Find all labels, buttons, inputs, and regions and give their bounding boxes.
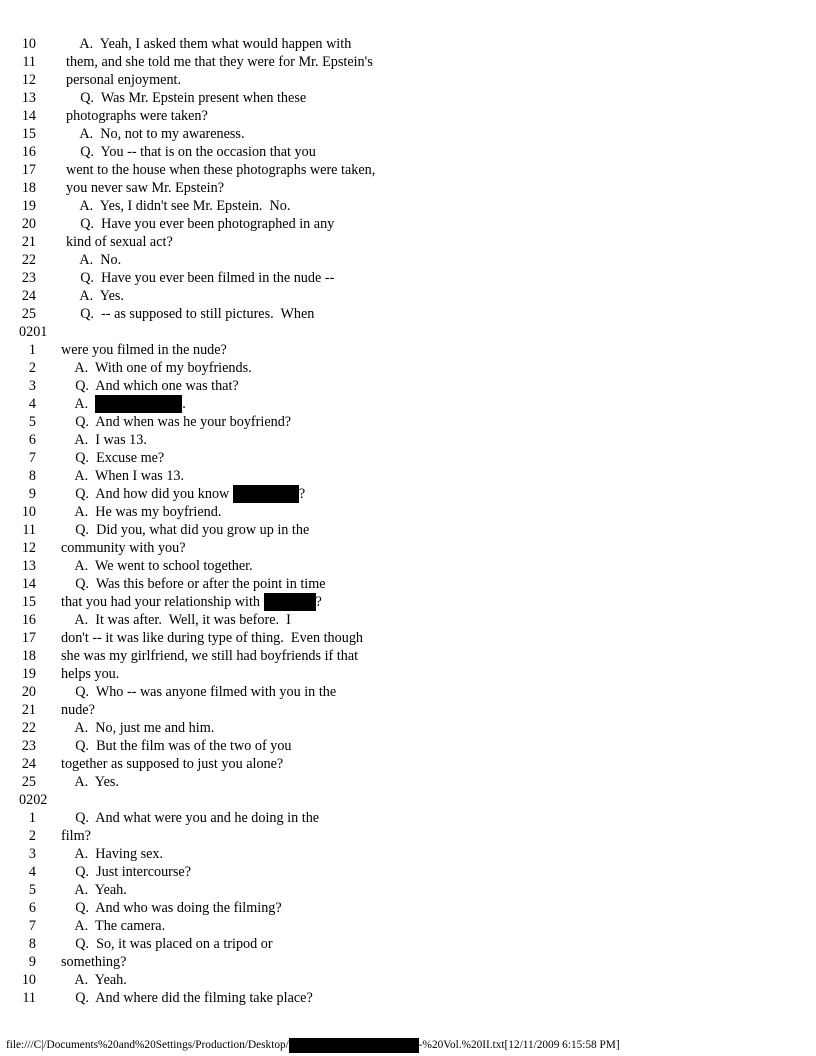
transcript-line <box>0 881 816 899</box>
line-number: 2 <box>28 828 36 844</box>
line-number: 6 <box>28 432 36 448</box>
line-text-content: don't -- it was like during type of thing. Even though <box>61 630 364 646</box>
line-text-content: Q. But the film was of the two of you <box>61 738 292 754</box>
transcript-line <box>0 395 816 413</box>
transcript-line <box>0 935 816 953</box>
line-text-content: A. <box>61 396 96 412</box>
transcript-line <box>0 953 816 971</box>
line-text-content: A. Yes, I didn't see Mr. Epstein. No. <box>66 198 291 214</box>
transcript-line <box>0 305 816 323</box>
line-text-content: something? <box>61 954 127 970</box>
line-text-content: were you filmed in the nude? <box>61 342 227 358</box>
line-text <box>61 503 221 521</box>
line-text-content: film? <box>61 828 91 844</box>
line-text-content: A. Yes. <box>61 774 119 790</box>
line-text <box>61 665 119 683</box>
line-text-content: A. Having sex. <box>61 846 164 862</box>
line-text <box>61 575 326 593</box>
line-text <box>61 629 363 647</box>
line-text-content: A. Yeah. <box>61 882 127 898</box>
transcript-line <box>0 989 816 1007</box>
line-number: 22 <box>21 720 36 736</box>
line-number: 20 <box>21 684 36 700</box>
line-text <box>61 953 126 971</box>
transcript-line <box>0 377 816 395</box>
transcript-line <box>0 179 816 197</box>
line-text-content: went to the house when these photographs were taken, <box>66 162 376 178</box>
line-text-after-redaction: . <box>182 396 186 412</box>
line-text <box>61 521 309 539</box>
transcript-line <box>0 755 816 773</box>
line-number: 14 <box>21 108 36 124</box>
line-text <box>61 431 147 449</box>
transcript-line <box>0 107 816 125</box>
line-number: 25 <box>21 774 36 790</box>
line-text <box>66 143 316 161</box>
line-number: 16 <box>21 144 36 160</box>
line-number: 4 <box>28 396 36 412</box>
line-number: 2 <box>28 360 36 376</box>
line-text-content: Q. -- as supposed to still pictures. When <box>66 306 315 322</box>
line-text-content: Q. Was Mr. Epstein present when these <box>66 90 307 106</box>
line-text <box>66 89 306 107</box>
line-number: 25 <box>21 306 36 322</box>
line-number: 18 <box>21 180 36 196</box>
line-text <box>66 125 245 143</box>
line-number: 17 <box>21 162 36 178</box>
line-number: 19 <box>21 666 36 682</box>
line-number: 10 <box>21 36 36 52</box>
line-number: 5 <box>28 414 36 430</box>
transcript-line <box>0 539 816 557</box>
transcript-line <box>0 287 816 305</box>
line-number: 10 <box>21 972 36 988</box>
page-number <box>0 791 816 809</box>
transcript-line <box>0 269 816 287</box>
line-text <box>61 755 283 773</box>
line-text <box>66 179 224 197</box>
transcript-line <box>0 611 816 629</box>
line-text <box>66 305 314 323</box>
line-text-content: Q. So, it was placed on a tripod or <box>61 936 273 952</box>
line-number: 10 <box>21 504 36 520</box>
line-text <box>61 773 119 791</box>
transcript-line <box>0 143 816 161</box>
line-text <box>61 935 273 953</box>
line-text <box>61 485 305 503</box>
line-text <box>66 35 351 53</box>
line-number: 23 <box>21 270 36 286</box>
line-text <box>61 701 95 719</box>
line-number: 3 <box>28 378 36 394</box>
transcript-line <box>0 665 816 683</box>
line-text <box>61 917 165 935</box>
line-text-content: Q. Did you, what did you grow up in the <box>61 522 310 538</box>
line-text <box>61 611 291 629</box>
line-text <box>61 341 227 359</box>
line-number: 7 <box>28 918 36 934</box>
line-number: 7 <box>28 450 36 466</box>
line-text <box>61 467 184 485</box>
transcript-line <box>0 971 816 989</box>
transcript-line <box>0 35 816 53</box>
line-number: 11 <box>22 990 36 1006</box>
transcript-line <box>0 431 816 449</box>
line-text <box>61 719 214 737</box>
footer-path-prefix: file:///C|/Documents%20and%20Settings/Production/Desktop/ <box>6 1039 289 1051</box>
transcript-line <box>0 53 816 71</box>
transcript-line <box>0 449 816 467</box>
line-number: 21 <box>21 234 36 250</box>
transcript-page <box>0 35 816 1007</box>
page-number-label: 0202 <box>19 792 48 808</box>
page-number-label: 0201 <box>19 324 48 340</box>
line-text-content: A. No. <box>66 252 122 268</box>
line-text-content: community with you? <box>61 540 186 556</box>
line-text <box>66 161 375 179</box>
line-text <box>61 449 164 467</box>
line-text <box>61 395 186 413</box>
line-text <box>61 845 163 863</box>
line-text <box>61 359 252 377</box>
line-text <box>66 197 290 215</box>
line-text-content: A. With one of my boyfriends. <box>61 360 252 376</box>
line-text-content: A. Yeah, I asked them what would happen with <box>66 36 352 52</box>
line-text-content: Q. And what were you and he doing in the <box>61 810 320 826</box>
line-text <box>66 215 334 233</box>
line-number: 24 <box>21 288 36 304</box>
transcript-line <box>0 593 816 611</box>
line-text-content: photographs were taken? <box>66 108 208 124</box>
line-text <box>61 593 322 611</box>
line-text-content: Q. Was this before or after the point in time <box>61 576 326 592</box>
line-text <box>66 287 124 305</box>
line-text <box>61 971 127 989</box>
line-text-content: you never saw Mr. Epstein? <box>66 180 224 196</box>
line-text-content: she was my girlfriend, we still had boyfriends if that <box>61 648 359 664</box>
transcript-line <box>0 557 816 575</box>
line-text-content: A. Yes. <box>66 288 124 304</box>
line-text-content: A. The camera. <box>61 918 166 934</box>
line-text-content: A. No, just me and him. <box>61 720 215 736</box>
line-number: 9 <box>28 954 36 970</box>
line-text-after-redaction: ? <box>298 486 306 502</box>
line-text-content: Q. And when was he your boyfriend? <box>61 414 292 430</box>
transcript-line <box>0 359 816 377</box>
line-text-content: A. Yeah. <box>61 972 127 988</box>
line-text-content: A. No, not to my awareness. <box>66 126 245 142</box>
transcript-line <box>0 701 816 719</box>
transcript-line <box>0 647 816 665</box>
transcript-line <box>0 737 816 755</box>
line-text <box>61 737 292 755</box>
line-number: 21 <box>21 702 36 718</box>
line-number: 6 <box>28 900 36 916</box>
line-text <box>61 899 282 917</box>
line-text-content: Q. Have you ever been photographed in any <box>66 216 335 232</box>
line-text-content: A. We went to school together. <box>61 558 253 574</box>
transcript-line <box>0 575 816 593</box>
line-number: 8 <box>28 936 36 952</box>
transcript-line <box>0 341 816 359</box>
transcript-line <box>0 719 816 737</box>
transcript-line <box>0 71 816 89</box>
line-number: 12 <box>21 540 36 556</box>
line-text <box>66 71 181 89</box>
line-text-content: them, and she told me that they were for Mr. Epstein's <box>66 54 373 70</box>
transcript-line <box>0 683 816 701</box>
line-text-content: Q. And which one was that? <box>61 378 239 394</box>
line-text-content: Q. Just intercourse? <box>61 864 192 880</box>
line-text-content: A. It was after. Well, it was before. I <box>61 612 291 628</box>
line-number: 24 <box>21 756 36 772</box>
line-number: 23 <box>21 738 36 754</box>
line-number: 13 <box>21 558 36 574</box>
line-number: 13 <box>21 90 36 106</box>
line-text <box>61 863 191 881</box>
line-text-content: that you had your relationship with <box>61 594 264 610</box>
page-number <box>0 323 816 341</box>
line-text-content: personal enjoyment. <box>66 72 182 88</box>
transcript-line <box>0 521 816 539</box>
transcript-line <box>0 161 816 179</box>
line-text <box>66 107 208 125</box>
line-text-content: together as supposed to just you alone? <box>61 756 284 772</box>
line-text-content: Q. And who was doing the filming? <box>61 900 282 916</box>
line-number: 4 <box>28 864 36 880</box>
line-text <box>61 647 358 665</box>
line-number: 3 <box>28 846 36 862</box>
line-text <box>66 251 121 269</box>
line-text-content: Q. Who -- was anyone filmed with you in the <box>61 684 337 700</box>
line-text <box>66 53 373 71</box>
line-number: 11 <box>22 54 36 70</box>
line-number: 1 <box>28 810 36 826</box>
line-number: 14 <box>21 576 36 592</box>
transcript-line <box>0 251 816 269</box>
line-text-content: Q. Have you ever been filmed in the nude -- <box>66 270 335 286</box>
line-text-after-redaction: ? <box>315 594 322 610</box>
transcript-line <box>0 917 816 935</box>
line-number: 17 <box>21 630 36 646</box>
line-text <box>61 809 319 827</box>
redaction-block <box>289 1038 419 1053</box>
line-number: 19 <box>21 198 36 214</box>
redaction-block <box>233 485 299 503</box>
line-text-content: Q. And how did you know <box>61 486 233 502</box>
line-number: 8 <box>28 468 36 484</box>
line-text <box>61 881 127 899</box>
line-text-content: A. He was my boyfriend. <box>61 504 222 520</box>
line-text-content: A. I was 13. <box>61 432 147 448</box>
line-number: 16 <box>21 612 36 628</box>
line-text-content: Q. Excuse me? <box>61 450 165 466</box>
line-text-content: A. When I was 13. <box>61 468 185 484</box>
line-text <box>61 827 91 845</box>
transcript-line <box>0 89 816 107</box>
line-number: 9 <box>28 486 36 502</box>
line-text <box>61 989 313 1007</box>
redaction-block <box>264 593 316 611</box>
transcript-line <box>0 503 816 521</box>
transcript-line <box>0 899 816 917</box>
transcript-line <box>0 215 816 233</box>
line-text <box>61 377 239 395</box>
line-text <box>61 413 291 431</box>
line-number: 12 <box>21 72 36 88</box>
transcript-line <box>0 125 816 143</box>
transcript-line <box>0 809 816 827</box>
line-number: 5 <box>28 882 36 898</box>
line-text <box>66 269 334 287</box>
line-text-content: Q. And where did the filming take place? <box>61 990 313 1006</box>
transcript-line <box>0 485 816 503</box>
line-number: 1 <box>28 342 36 358</box>
line-text <box>61 683 336 701</box>
line-text-content: kind of sexual act? <box>66 234 173 250</box>
transcript-line <box>0 413 816 431</box>
line-number: 18 <box>21 648 36 664</box>
transcript-line <box>0 233 816 251</box>
line-number: 15 <box>21 126 36 142</box>
line-text-content: nude? <box>61 702 95 718</box>
line-number: 20 <box>21 216 36 232</box>
line-text <box>61 557 253 575</box>
footer-path-suffix: -%20Vol.%20II.txt[12/11/2009 6:15:58 PM] <box>418 1039 620 1051</box>
transcript-line <box>0 773 816 791</box>
line-text-content: helps you. <box>61 666 120 682</box>
line-number: 15 <box>21 594 36 610</box>
transcript-line <box>0 629 816 647</box>
line-text <box>61 539 186 557</box>
line-text <box>66 233 173 251</box>
line-number: 11 <box>22 522 36 538</box>
transcript-line <box>0 197 816 215</box>
file-path-footer <box>6 1037 620 1053</box>
line-text-content: Q. You -- that is on the occasion that you <box>66 144 316 160</box>
transcript-line <box>0 827 816 845</box>
transcript-line <box>0 845 816 863</box>
redaction-block <box>95 395 182 413</box>
transcript-line <box>0 863 816 881</box>
line-number: 22 <box>21 252 36 268</box>
transcript-line <box>0 467 816 485</box>
